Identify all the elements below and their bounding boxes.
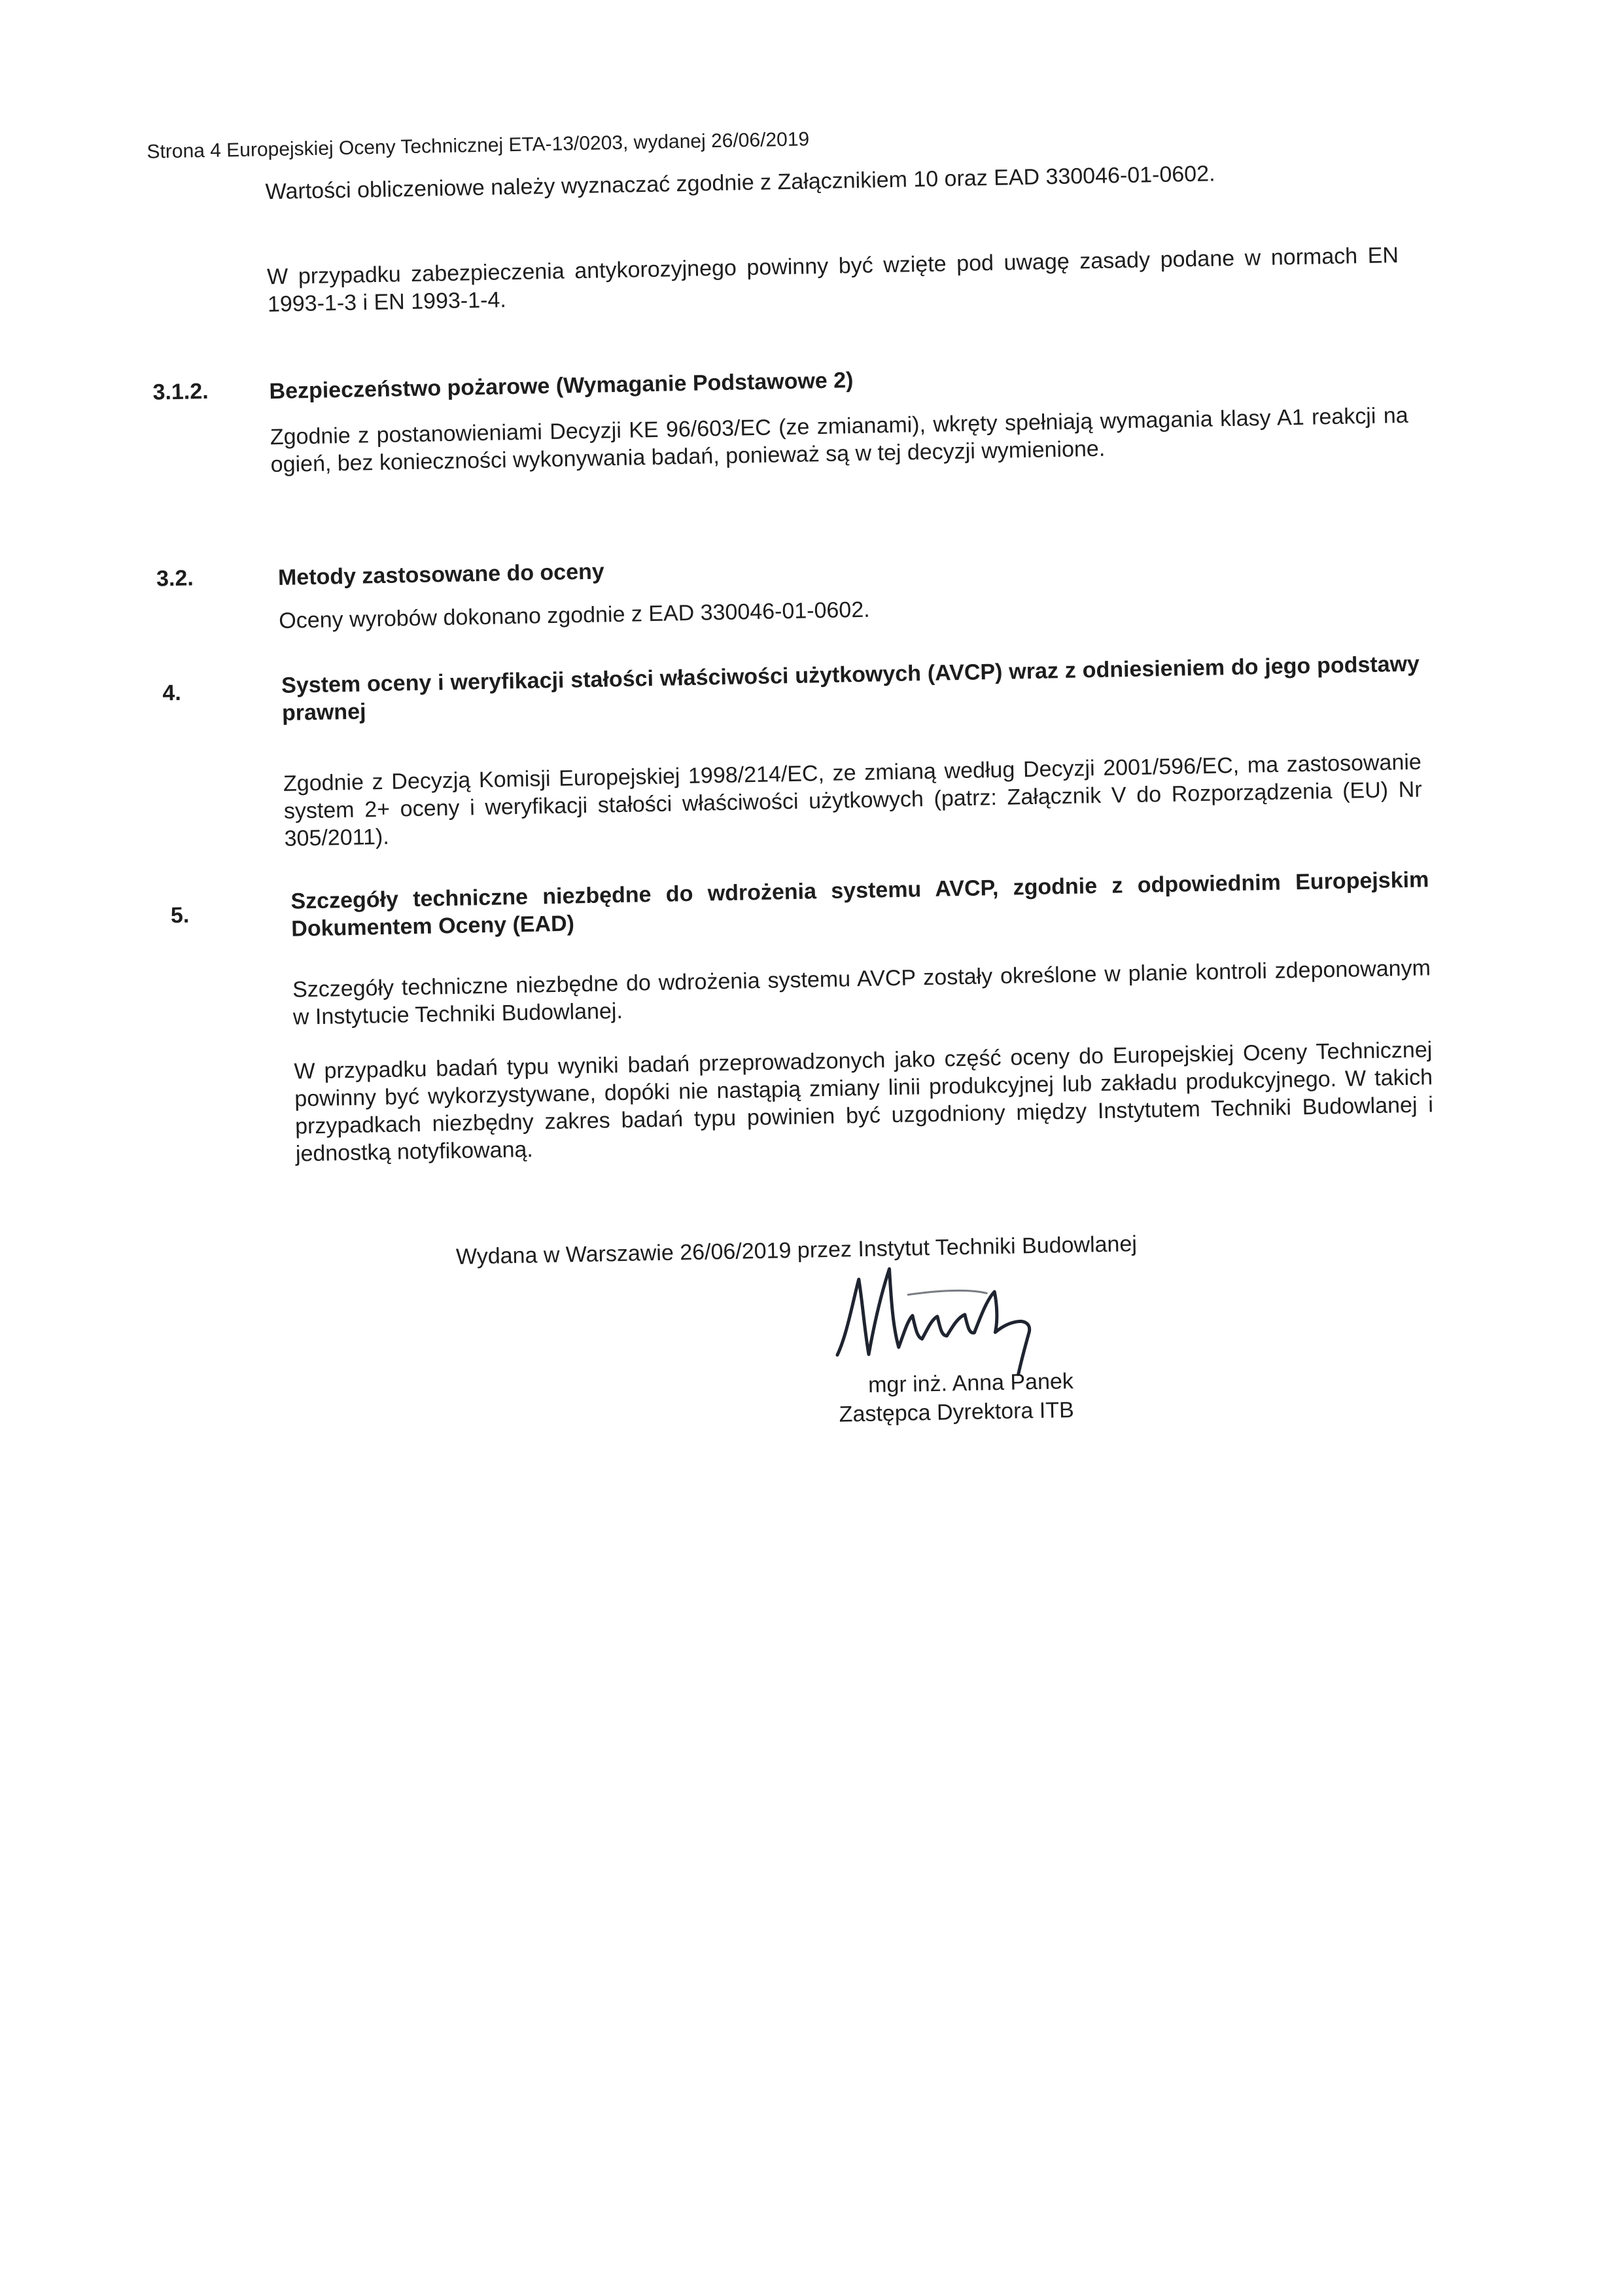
signer-name: mgr inż. Anna Panek <box>867 1368 1074 1398</box>
section-number-5: 5. <box>170 902 190 928</box>
section-4-paragraph: Zgodnie z Decyzją Komisji Europejskiej 1998/214/EC, ze zmianą według Decyzji 2001/596/EC, ma zastosowanie system 2+ oceny i weryfikacji stałości właściwości użytkowych (patrz: Załącznik V do Rozporządzenia (EU) Nr 305/2011). <box>283 749 1422 852</box>
section-5-paragraph-1: Szczegóły techniczne niezbędne do wdrożenia systemu AVCP zostały określone w planie kontroli zdeponowanym w Instytucie Techniki Budowlanej. <box>292 955 1431 1030</box>
intro-paragraph-2: W przypadku zabezpieczenia antykorozyjnego powinny być wzięte pod uwagę zasady podane w normach EN 1993-1-3 i EN 1993-1-4. <box>266 243 1399 317</box>
section-5-paragraph-2: W przypadku badań typu wyniki badań przeprowadzonych jako część oceny do Europejskiej Oceny Technicznej powinny być wykorzystywane, dopóki nie nastąpią zmiany linii produkcyjnej lub zakładu produkcyjnego. W takich przypadkach niezbędny zakres badań typu powinien być uzgodniony między Instytutem Techniki Budowlanej i jednostką notyfikowaną. <box>294 1037 1434 1167</box>
section-number-3-1-2: 3.1.2. <box>152 378 209 405</box>
section-title-3-1-2: Bezpieczeństwo pożarowe (Wymaganie Podstawowe 2) <box>269 368 854 404</box>
page-header: Strona 4 Europejskiej Oceny Technicznej ETA-13/0203, wydanej 26/06/2019 <box>147 128 810 163</box>
section-title-5: Szczegóły techniczne niezbędne do wdrożenia systemu AVCP, zgodnie z odpowiednim Europejskim Dokumentem Oceny (EAD) <box>290 867 1429 942</box>
section-title-4: System oceny i weryfikacji stałości właściwości użytkowych (AVCP) wraz z odniesieniem do jego podstawy prawnej <box>281 651 1420 726</box>
section-3-1-2-paragraph: Zgodnie z postanowieniami Decyzji KE 96/603/EC (ze zmianami), wkręty spełniają wymagania klasy A1 reakcji na ogień, bez konieczności wykonywania badań, ponieważ są w tej decyzji wymienione. <box>270 402 1408 478</box>
section-title-3-2: Metody zastosowane do oceny <box>277 559 605 590</box>
signer-block <box>733 1367 1074 1431</box>
issued-statement: Wydana w Warszawie 26/06/2019 przez Instytut Techniki Budowlanej <box>455 1231 1138 1269</box>
section-3-2-paragraph: Oceny wyrobów dokonano zgodnie z EAD 330046-01-0602. <box>278 597 870 633</box>
signer-role: Zastępca Dyrektora ITB <box>839 1398 1075 1427</box>
section-number-4: 4. <box>162 680 182 706</box>
intro-paragraph-1: Wartości obliczeniowe należy wyznaczać zgodnie z Załącznikiem 10 oraz EAD 330046-01-0602. <box>265 161 1215 205</box>
handwritten-signature <box>829 1253 1054 1381</box>
section-number-3-2: 3.2. <box>156 565 194 592</box>
